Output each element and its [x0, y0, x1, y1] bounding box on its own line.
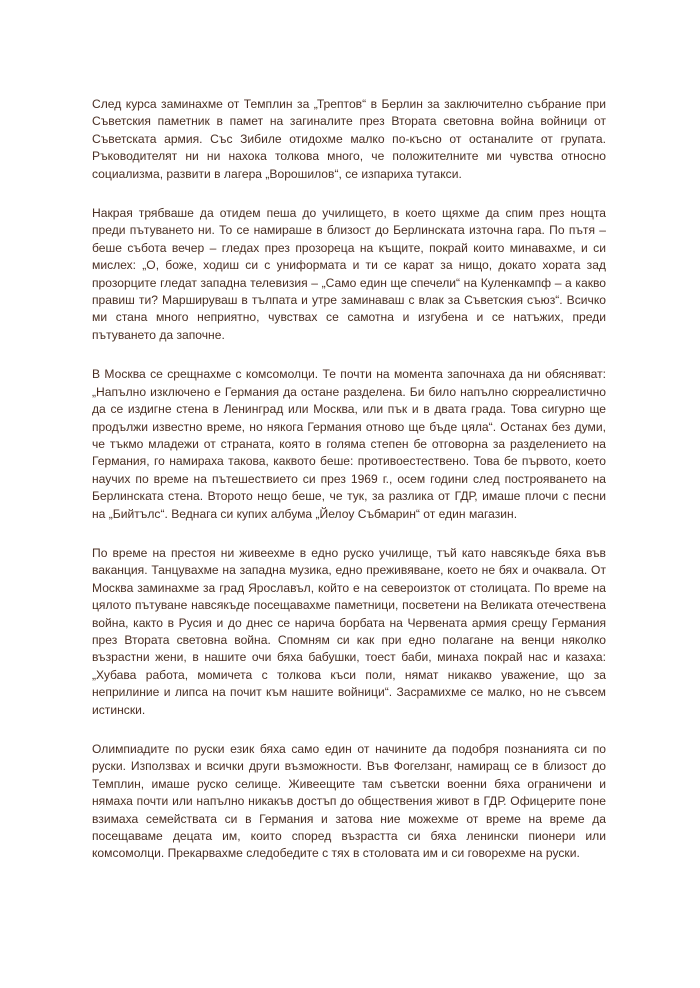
paragraph-5: Олимпиадите по руски език бяха само един от начините да подобря познанията си по руски. Използвах и всички други възможности. Във Фогелзанг, намиращ се в близост до Темплин, имаше руско селище. Живеещите там съветски военни бяха ограничени и нямаха почти или напълно никакъв достъп до обществения живот в ГДР. Офицерите поне взимаха семействата си в Германия и затова ние можехме от време на време да посещаваме децата им, които според възрастта си бяха ленински пионери или комсомолци. Прекарвахме следобедите с тях в столовата им и си говорехме на руски. — [92, 742, 606, 861]
paragraph-3: В Москва се срещнахме с комсомолци. Те почти на момента започнаха да ни обясняват: „Напълно изключено е Германия да остане разделена. Би било напълно сюрреалистично да се издигне стена в Ленинград или Москва, или пък и в двата града. Това сигурно ще продължи известно време, но някога Германия отново ще бъде цяла“. Останах без думи, че тъкмо младежи от страната, която в голяма степен бе отговорна за разделението на Германия, го намираха такова, каквото беше: противоестествено. Това бе първото, което научих по време на пътешествието си през 1969 г., осем години след построяването на Берлинската стена. Второто нещо беше, че тук, за разлика от ГДР, имаше плочи с песни на „Бийтълс“. Веднага си купих албума „Йелоу Събмарин“ от един магазин. — [92, 367, 606, 521]
document-body — [92, 96, 606, 885]
paragraph-4: По време на престоя ни живеехме в едно руско училище, тъй като навсякъде бяха във ваканция. Танцувахме на западна музика, едно преживяване, което не бях и очаквала. От Москва заминахме за град Ярославъл, който е на североизток от столицата. По време на цялото пътуване навсякъде посещавахме паметници, посветени на Великата отечествена война, както в Русия и до днес се нарича борбата на Червената армия срещу Германия през Втората световна война. Спомням си как при едно полагане на венци няколко възрастни жени, в нашите очи бяха бабушки, тоест баби, минаха покрай нас и казаха: „Хубава работа, момичета с толкова къси поли, нямат никакво уважение, що за неприлиние и липса на почит към нашите войници“. Засрамихме се малко, но не съвсем истински. — [92, 545, 606, 717]
paragraph-1: След курса заминахме от Темплин за „Трептов“ в Берлин за заключително събрание при Съветския паметник в памет на загиналите през Втората световна война войници от Съветската армия. Със Зибиле отидохме малко по-късно от останалите от групата. Ръководителят ни ни нахока толкова много, че положителните ми чувства относно социализма, развити в лагера „Ворошилов“, се изпариха тутакси. — [92, 97, 606, 181]
paragraph-2: Накрая трябваше да отидем пеша до училището, в което щяхме да спим през нощта преди пътуването ни. То се намираше в близост до Берлинската източна гара. По пътя – беше събота вечер – гледах през прозореца на къщите, покрай които минавахме, и си мислех: „О, боже, ходиш си с униформата и ти се карат за нищо, докато хората зад прозорците гледат западна телевизия – „Само един ще спечели“ на Куленкампф – а какво правиш ти? Маршируваш в тълпата и утре заминаваш с влак за Съветския съюз“. Всичко ми стана много неприятно, чувствах се самотна и изгубена и се натъжих, преди пътуването да започне. — [92, 206, 606, 342]
